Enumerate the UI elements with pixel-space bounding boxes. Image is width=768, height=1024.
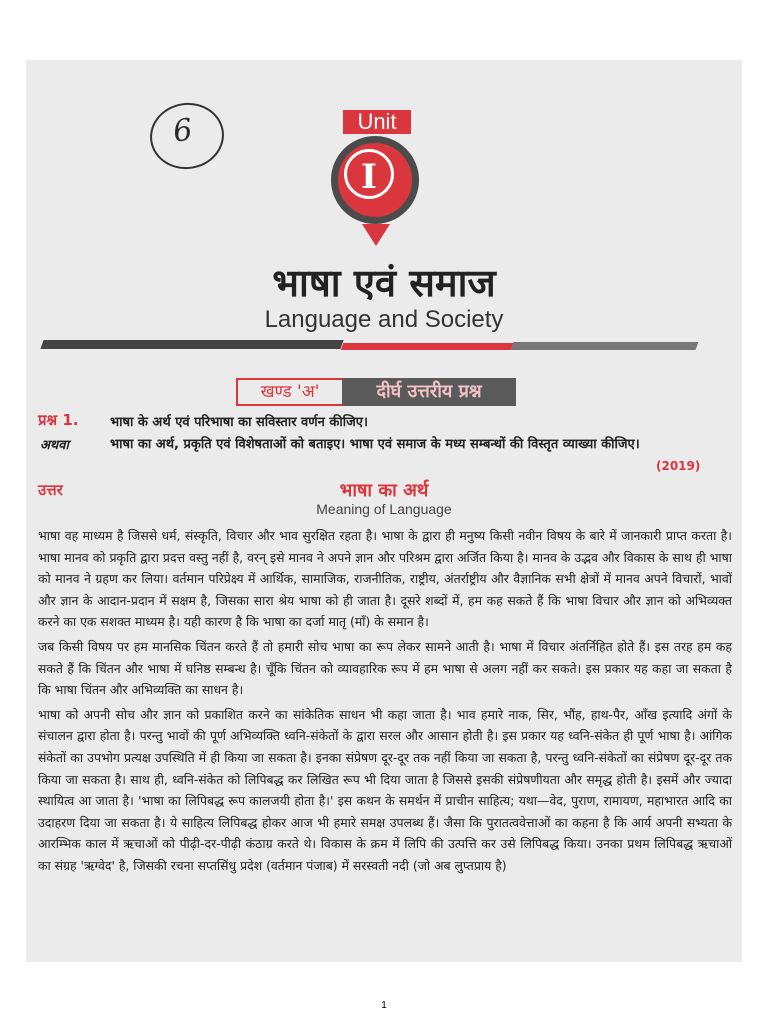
paragraph: भाषा को अपनी सोच और ज्ञान को प्रकाशित करने का सांकेतिक साधन भी कहा जाता है। भाव हमारे नाक, सिर, भौंह, हाथ-पैर, आँख इत्यादि अंगों के संचालन द्वारा होता है। परन्तु भावों की पूर्ण अभिव्यक्ति ध्वनि-संकेतों के द्वारा सरल और आसान होती है। इस प्रकार यह ध्वनि-संकेत ही पूर्ण भाषा है। आंगिक संकेतों का उपभोग प्रत्यक्ष उपस्थिति में ही किया जा सकता है। इनका संप्रेषण दूर-दूर तक नहीं किया जा सकता है, परन्तु ध्वनि-संकेतों का संप्रेषण दूर-दूर तक किया जा सकता है। साथ ही, ध्वनि-संकेत को लिपिबद्ध कर लिखित रूप भी दिया जाता है जिससे इसकी संप्रेषणीयता और समृद्ध होती है। इसमें और ज्यादा स्थायित्व आ जाता है। 'भाषा का लिपिबद्ध रूप कालजयी होता है।' इस कथन के समर्थन में प्राचीन साहित्य; यथा—वेद, पुराण, रामायण, महाभारत आदि का उदाहरण दिया जा सकता है। ये साहित्य लिपिबद्ध होकर आज भी हमारे समक्ष उपलब्ध हैं। जैसा कि पुरातत्ववेत्ताओं का कहना है कि आर्य अपनी सभ्यता के आरम्भिक काल में ऋचाओं को पीढ़ी-दर-पीढ़ी कंठाग्र करते थे। विकास के क्रम में लिपि की उत्पत्ति कर उसे लिपिबद्ध किया। उनका प्रथम लिपिबद्ध ऋचाओं का संग्रह 'ऋग्वेद' है, जिसकी रचना सप्तसिंधु प्रदेश (वर्तमान पंजाब) में सरस्वती नदी (जो अब लुप्तप्राय है) — [38, 706, 732, 873]
divider-bar-red — [341, 343, 514, 350]
exam-year: (2019) — [656, 459, 701, 473]
unit-badge — [331, 136, 419, 224]
divider-bar-gray — [511, 342, 699, 350]
chapter-title-hindi: भाषा एवं समाज — [272, 261, 496, 305]
chapter-title-english: Language and Society — [264, 306, 504, 333]
section-label: खण्ड 'अ' — [236, 378, 344, 406]
handwritten-number: 6 — [170, 112, 195, 150]
page-number: 1 — [381, 1000, 387, 1011]
paragraph: भाषा वह माध्यम है जिससे धर्म, संस्कृति, विचार और भाव सुरक्षित रहता है। भाषा के द्वारा ही मनुष्य किसी नवीन विषय के बारे में जानकारी प्राप्त करता है। भाषा मानव को प्रकृति द्वारा प्रदत्त वस्तु नहीं है, वरन् इसे मानव ने अपने ज्ञान और परिश्रम द्वारा अर्जित किया है। मानव के उद्भव और विकास के साथ ही भाषा को मानव ने ग्रहण कर लिया। वर्तमान परिप्रेक्ष्य में आर्थिक, सामाजिक, राजनीतिक, राष्ट्रीय, अंतर्राष्ट्रीय और वैज्ञानिक सभी क्षेत्रों में मानव अपने विचारों, भावों और ज्ञान के आदान-प्रदान में सक्षम है, जिसका सारा श्रेय भाषा को ही जाता है। दूसरे शब्दों में, हम कह सकते हैं कि भाषा विचार और ज्ञान को अभिव्यक्त करने का एक सशक्त माध्यम है। यही कारण है कि भाषा का दर्जा मातृ (माँ) के समान है। — [38, 528, 732, 630]
answer-heading-hindi: भाषा का अर्थ — [339, 480, 429, 501]
book-page-photo — [26, 60, 742, 962]
unit-label: Unit — [343, 110, 411, 134]
question-label: प्रश्न 1. — [38, 411, 79, 429]
paragraph: जब किसी विषय पर हम मानसिक चिंतन करते हैं तो हमारी सोच भाषा का रूप लेकर सामने आती है। भाषा में विचार अंतर्निहित होते हैं। इस तरह हम कह सकते हैं कि चिंतन और भाषा में घनिष्ठ सम्बन्ध है। चूँकि चिंतन को व्यावहारिक रूप में हम भाषा से अलग नहीं कर सकते। इस प्रकार यह कहा जा सकता है कि भाषा चिंतन और अभिव्यक्ति का साधन है। — [38, 638, 732, 698]
handwritten-circle-note — [146, 98, 228, 174]
section-banner: दीर्घ उत्तरीय प्रश्न — [342, 378, 516, 406]
alternative-label: अथवा — [40, 438, 69, 453]
answer-body — [38, 525, 732, 880]
question-text: भाषा के अर्थ एवं परिभाषा का सविस्तार वर्णन कीजिए। — [110, 415, 368, 430]
badge-pin-icon — [362, 224, 390, 246]
answer-label: उत्तर — [38, 481, 63, 499]
unit-number: I — [344, 149, 394, 199]
alternative-question-text: भाषा का अर्थ, प्रकृति एवं विशेषताओं को बताइए। भाषा एवं समाज के मध्य सम्बन्धों की विस्तृत व्याख्या कीजिए। — [110, 437, 640, 452]
divider-bar-dark — [40, 340, 343, 349]
answer-heading-english: Meaning of Language — [316, 501, 452, 517]
